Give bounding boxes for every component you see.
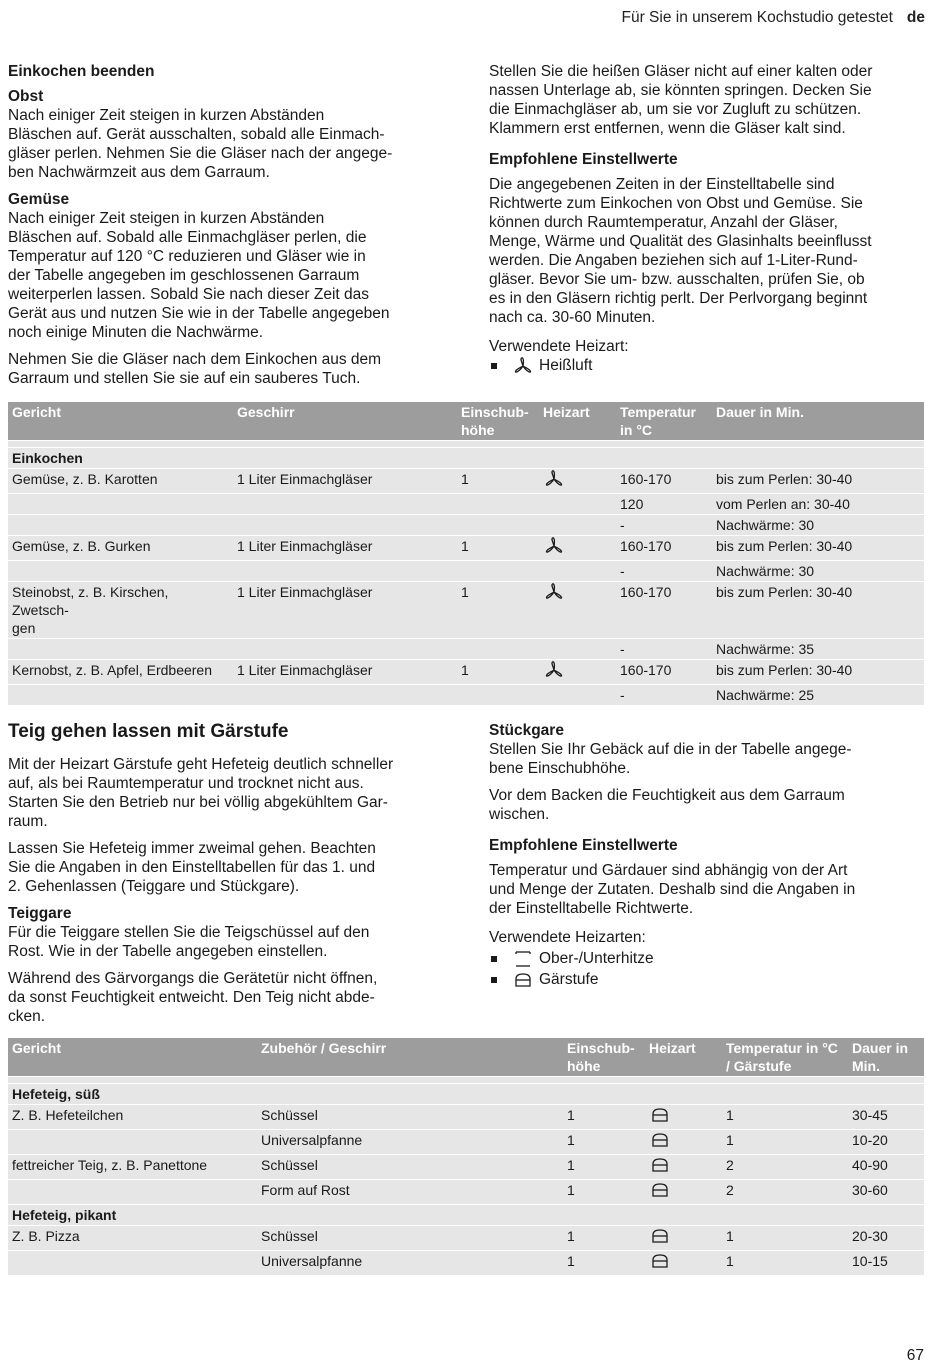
cell-heizart (539, 536, 616, 561)
table-row (8, 494, 924, 515)
subheading-empfohlene-einstellwerte-2: Empfohlene Einstellwerte (489, 837, 678, 854)
col-header-heizart: Heizart (645, 1038, 722, 1077)
cell-gericht: Steinobst, z. B. Kirschen, Zwetsch- gen (8, 582, 233, 639)
cell-einschubhoehe: 1 (563, 1180, 645, 1205)
cell-einschubhoehe: 1 (563, 1251, 645, 1276)
cell-dauer: 20-30 (848, 1226, 924, 1251)
hefeteig-table-body (8, 1077, 924, 1276)
cell-temperatur: 1 (722, 1251, 848, 1276)
cell-dauer: 10-20 (848, 1130, 924, 1155)
col-header-dauer: Dauer in Min. (848, 1038, 924, 1077)
table-row (8, 639, 924, 660)
cell-dauer: bis zum Perlen: 30-40 (712, 582, 924, 639)
cell-einschubhoehe: 1 (457, 536, 539, 561)
table-row (8, 1226, 924, 1251)
cell-einschubhoehe: 1 (563, 1130, 645, 1155)
paragraph-obst: Nach einiger Zeit steigen in kurzen Abständen Bläschen auf. Gerät ausschalten, sobald alle Einmach- gläser perlen. Nehmen Sie die Gläser nach der angege- ben Nachwärmzeit aus dem Garraum. (8, 107, 393, 181)
cell-dauer: Nachwärme: 35 (712, 639, 924, 660)
cell-einschubhoehe: 1 (457, 660, 539, 685)
cell-heizart (539, 660, 616, 685)
cell-geschirr (233, 639, 457, 660)
page-header (622, 9, 926, 27)
cell-temperatur: 160-170 (616, 660, 712, 685)
top-bottom-heat-icon (513, 950, 533, 968)
left-top-column (8, 62, 458, 396)
heizart-item-gaerstufe (489, 970, 929, 989)
col-header-temperatur: Temperatur in °C (616, 402, 712, 441)
col-header-gericht: Gericht (8, 1038, 257, 1077)
subheading-teiggare: Teiggare (8, 905, 72, 922)
cell-temperatur: 1 (722, 1226, 848, 1251)
cell-temperatur: 120 (616, 494, 712, 515)
cell-einschubhoehe (457, 685, 539, 706)
cell-heizart (645, 1105, 722, 1130)
table-group-row (8, 1205, 924, 1226)
paragraph-richtwerte: Die angegebenen Zeiten in der Einstelltabelle sind Richtwerte zum Einkochen von Obst und Gemüse. Sie können durch Raumtemperatur, Anzahl der Gläser, Menge, Wärme und Qualität des Glasinhalts beeinflusst werden. Die Angaben beziehen sich auf 1-Liter-Rund- gläser. Bevor Sie um- bzw. ausschalten, prüfen Sie, ob es in den Gläsern richtig perlt. Der Perlvorgang beginnt nach ca. 30-60 Minuten. (489, 176, 872, 326)
cell-gericht (8, 561, 233, 582)
table-row (8, 582, 924, 639)
section-heading-teig-gehen: Teig gehen lassen mit Gärstufe (8, 721, 289, 742)
cell-temperatur: 1 (722, 1105, 848, 1130)
heizarten-label: Verwendete Heizarten: (489, 929, 646, 946)
cell-gericht: Gemüse, z. B. Karotten (8, 469, 233, 494)
cell-temperatur: 160-170 (616, 469, 712, 494)
cell-gericht: Gemüse, z. B. Gurken (8, 536, 233, 561)
col-header-dauer: Dauer in Min. (712, 402, 924, 441)
cell-zubehoer: Schüssel (257, 1105, 563, 1130)
bullet-square (491, 363, 497, 369)
cell-dauer: 30-45 (848, 1105, 924, 1130)
table-row (8, 1155, 924, 1180)
cell-heizart (539, 639, 616, 660)
proofing-icon (649, 1252, 671, 1270)
table-row (8, 561, 924, 582)
paragraph-glaeser: Stellen Sie die heißen Gläser nicht auf einer kalten oder nassen Unterlage ab, sie könnten springen. Decken Sie die Einmachgläser ab, um sie vor Zugluft zu schützen. Klammern erst entfernen, wenn die Gläser kalt sind. (489, 63, 873, 137)
proofing-icon (513, 971, 533, 989)
fan-icon (543, 537, 565, 555)
table-header-row (8, 1038, 924, 1077)
cell-zubehoer: Universalpfanne (257, 1251, 563, 1276)
cell-einschubhoehe: 1 (457, 469, 539, 494)
right-top-column (489, 62, 929, 377)
heizart-item-heissluft (489, 356, 929, 375)
cell-geschirr (233, 515, 457, 536)
cell-dauer: 30-60 (848, 1180, 924, 1205)
cell-dauer: 10-15 (848, 1251, 924, 1276)
col-header-heizart: Heizart (539, 402, 616, 441)
paragraph-zweimal: Lassen Sie Hefeteig immer zweimal gehen. Beachten Sie die Angaben in den Einstelltabellen für das 1. und 2. Gehenlassen (Teiggare und Stückgare). (8, 840, 376, 895)
paragraph-gaerstufe: Mit der Heizart Gärstufe geht Hefeteig deutlich schneller auf, als bei Raumtemperatur und trocknet nicht aus. Starten Sie den Betrieb nur bei völlig abgekühltem Gar- raum. (8, 756, 394, 830)
heizart-item-label: Ober-/Unterhitze (539, 950, 654, 967)
cell-dauer: Nachwärme: 30 (712, 561, 924, 582)
cell-temperatur: 160-170 (616, 582, 712, 639)
paragraph-temperatur-gaerdauer: Temperatur und Gärdauer sind abhängig von der Art und Menge der Zutaten. Deshalb sind die Angaben in der Einstelltabelle Richtwerte. (489, 862, 856, 917)
subheading-empfohlene-einstellwerte: Empfohlene Einstellwerte (489, 151, 678, 168)
cell-einschubhoehe (457, 561, 539, 582)
subheading-gemuese: Gemüse (8, 191, 70, 208)
cell-heizart (539, 469, 616, 494)
fan-icon (543, 583, 565, 601)
table-row (8, 1105, 924, 1130)
einkochen-table-body (8, 441, 924, 706)
col-header-einschubhoehe: Einschub- höhe (563, 1038, 645, 1077)
table-row (8, 685, 924, 706)
fan-icon (513, 357, 533, 375)
paragraph-stueckgare: Stellen Sie Ihr Gebäck auf die in der Tabelle angege- bene Einschubhöhe. (489, 741, 852, 777)
fan-icon (543, 470, 565, 488)
paragraph-backen: Vor dem Backen die Feuchtigkeit aus dem Garraum wischen. (489, 787, 845, 823)
cell-heizart (645, 1130, 722, 1155)
header-title: Für Sie in unserem Kochstudio getestet (621, 9, 893, 26)
proofing-icon (649, 1156, 671, 1174)
cell-gericht: Z. B. Pizza (8, 1226, 257, 1251)
cell-temperatur: 1 (722, 1130, 848, 1155)
cell-dauer: Nachwärme: 30 (712, 515, 924, 536)
paragraph-teiggare: Für die Teiggare stellen Sie die Teigschüssel auf den Rost. Wie in der Tabelle angegeben einstellen. (8, 924, 370, 960)
table-row (8, 1180, 924, 1205)
hefeteig-table (8, 1038, 924, 1275)
cell-heizart (645, 1180, 722, 1205)
cell-gericht: Z. B. Hefeteilchen (8, 1105, 257, 1130)
col-header-gericht: Gericht (8, 402, 233, 441)
subheading-stueckgare: Stückgare (489, 722, 564, 739)
cell-zubehoer: Schüssel (257, 1155, 563, 1180)
cell-zubehoer: Schüssel (257, 1226, 563, 1251)
col-header-temperatur-gaerstufe: Temperatur in °C / Gärstufe (722, 1038, 848, 1077)
heizart-item-label: Heißluft (539, 357, 593, 374)
cell-heizart (645, 1251, 722, 1276)
section-heading-einkochen-beenden: Einkochen beenden (8, 63, 155, 80)
cell-geschirr: 1 Liter Einmachgläser (233, 582, 457, 639)
group-label: Einkochen (8, 448, 924, 469)
table-row (8, 469, 924, 494)
cell-heizart (645, 1226, 722, 1251)
table-row (8, 1130, 924, 1155)
right-bottom-column (489, 721, 929, 991)
cell-einschubhoehe: 1 (457, 582, 539, 639)
cell-geschirr: 1 Liter Einmachgläser (233, 660, 457, 685)
cell-gericht (8, 515, 233, 536)
table-row (8, 536, 924, 561)
subheading-obst: Obst (8, 88, 44, 105)
cell-zubehoer: Universalpfanne (257, 1130, 563, 1155)
paragraph-gemuese: Nach einiger Zeit steigen in kurzen Abständen Bläschen auf. Sobald alle Einmachgläser perlen, die Temperatur auf 120 °C reduzieren und Gläser wie in der Tabelle angegeben im geschlossenen Garraum weiterperlen lassen. Sobald Sie nach dieser Zeit das Gerät aus und nutzen Sie wie in der Tabelle angegeben noch einige Minuten die Nachwärme. (8, 210, 390, 341)
cell-dauer: bis zum Perlen: 30-40 (712, 469, 924, 494)
cell-dauer: bis zum Perlen: 30-40 (712, 660, 924, 685)
heizart-item-ober-unterhitze (489, 949, 929, 968)
cell-temperatur: 160-170 (616, 536, 712, 561)
col-header-geschirr: Geschirr (233, 402, 457, 441)
cell-einschubhoehe: 1 (563, 1226, 645, 1251)
table-group-row (8, 448, 924, 469)
einkochen-table (8, 402, 924, 705)
cell-temperatur: - (616, 639, 712, 660)
cell-gericht: fettreicher Teig, z. B. Panettone (8, 1155, 257, 1180)
cell-einschubhoehe (457, 515, 539, 536)
paragraph-gaervorgang: Während des Gärvorgangs die Gerätetür nicht öffnen, da sonst Feuchtigkeit entweicht. Den Teig nicht abde- cken. (8, 970, 378, 1025)
cell-dauer: vom Perlen an: 30-40 (712, 494, 924, 515)
col-header-zubehoer: Zubehör / Geschirr (257, 1038, 563, 1077)
cell-geschirr (233, 561, 457, 582)
paragraph-nehmen: Nehmen Sie die Gläser nach dem Einkochen aus dem Garraum und stellen Sie sie auf ein sauberes Tuch. (8, 351, 382, 387)
cell-temperatur: - (616, 685, 712, 706)
group-label: Hefeteig, süß (8, 1084, 924, 1105)
bullet-square (491, 956, 497, 962)
cell-heizart (645, 1155, 722, 1180)
cell-gericht (8, 685, 233, 706)
proofing-icon (649, 1227, 671, 1245)
proofing-icon (649, 1131, 671, 1149)
table-group-row (8, 1084, 924, 1105)
cell-gericht (8, 639, 233, 660)
page-number: 67 (906, 1347, 924, 1364)
cell-dauer: 40-90 (848, 1155, 924, 1180)
table-row (8, 515, 924, 536)
proofing-icon (649, 1106, 671, 1124)
left-bottom-column (8, 721, 458, 1034)
cell-geschirr (233, 685, 457, 706)
cell-heizart (539, 685, 616, 706)
cell-heizart (539, 582, 616, 639)
cell-gericht: Kernobst, z. B. Apfel, Erdbeeren (8, 660, 233, 685)
heizart-item-label: Gärstufe (539, 971, 599, 988)
cell-gericht (8, 1130, 257, 1155)
col-header-einschubhoehe: Einschub- höhe (457, 402, 539, 441)
cell-heizart (539, 561, 616, 582)
cell-einschubhoehe: 1 (563, 1105, 645, 1130)
cell-geschirr: 1 Liter Einmachgläser (233, 469, 457, 494)
cell-geschirr: 1 Liter Einmachgläser (233, 536, 457, 561)
cell-dauer: bis zum Perlen: 30-40 (712, 536, 924, 561)
cell-einschubhoehe (457, 639, 539, 660)
table-row (8, 1251, 924, 1276)
cell-gericht (8, 494, 233, 515)
cell-temperatur: - (616, 561, 712, 582)
table-header-row (8, 402, 924, 441)
cell-einschubhoehe (457, 494, 539, 515)
header-lang: de (906, 9, 925, 26)
cell-geschirr (233, 494, 457, 515)
cell-gericht (8, 1180, 257, 1205)
fan-icon (543, 661, 565, 679)
heizart-label: Verwendete Heizart: (489, 338, 629, 355)
cell-temperatur: 2 (722, 1180, 848, 1205)
cell-gericht (8, 1251, 257, 1276)
cell-dauer: Nachwärme: 25 (712, 685, 924, 706)
table-row (8, 660, 924, 685)
proofing-icon (649, 1181, 671, 1199)
cell-heizart (539, 515, 616, 536)
cell-temperatur: 2 (722, 1155, 848, 1180)
cell-temperatur: - (616, 515, 712, 536)
group-label: Hefeteig, pikant (8, 1205, 924, 1226)
cell-heizart (539, 494, 616, 515)
cell-einschubhoehe: 1 (563, 1155, 645, 1180)
cell-zubehoer: Form auf Rost (257, 1180, 563, 1205)
bullet-square (491, 977, 497, 983)
